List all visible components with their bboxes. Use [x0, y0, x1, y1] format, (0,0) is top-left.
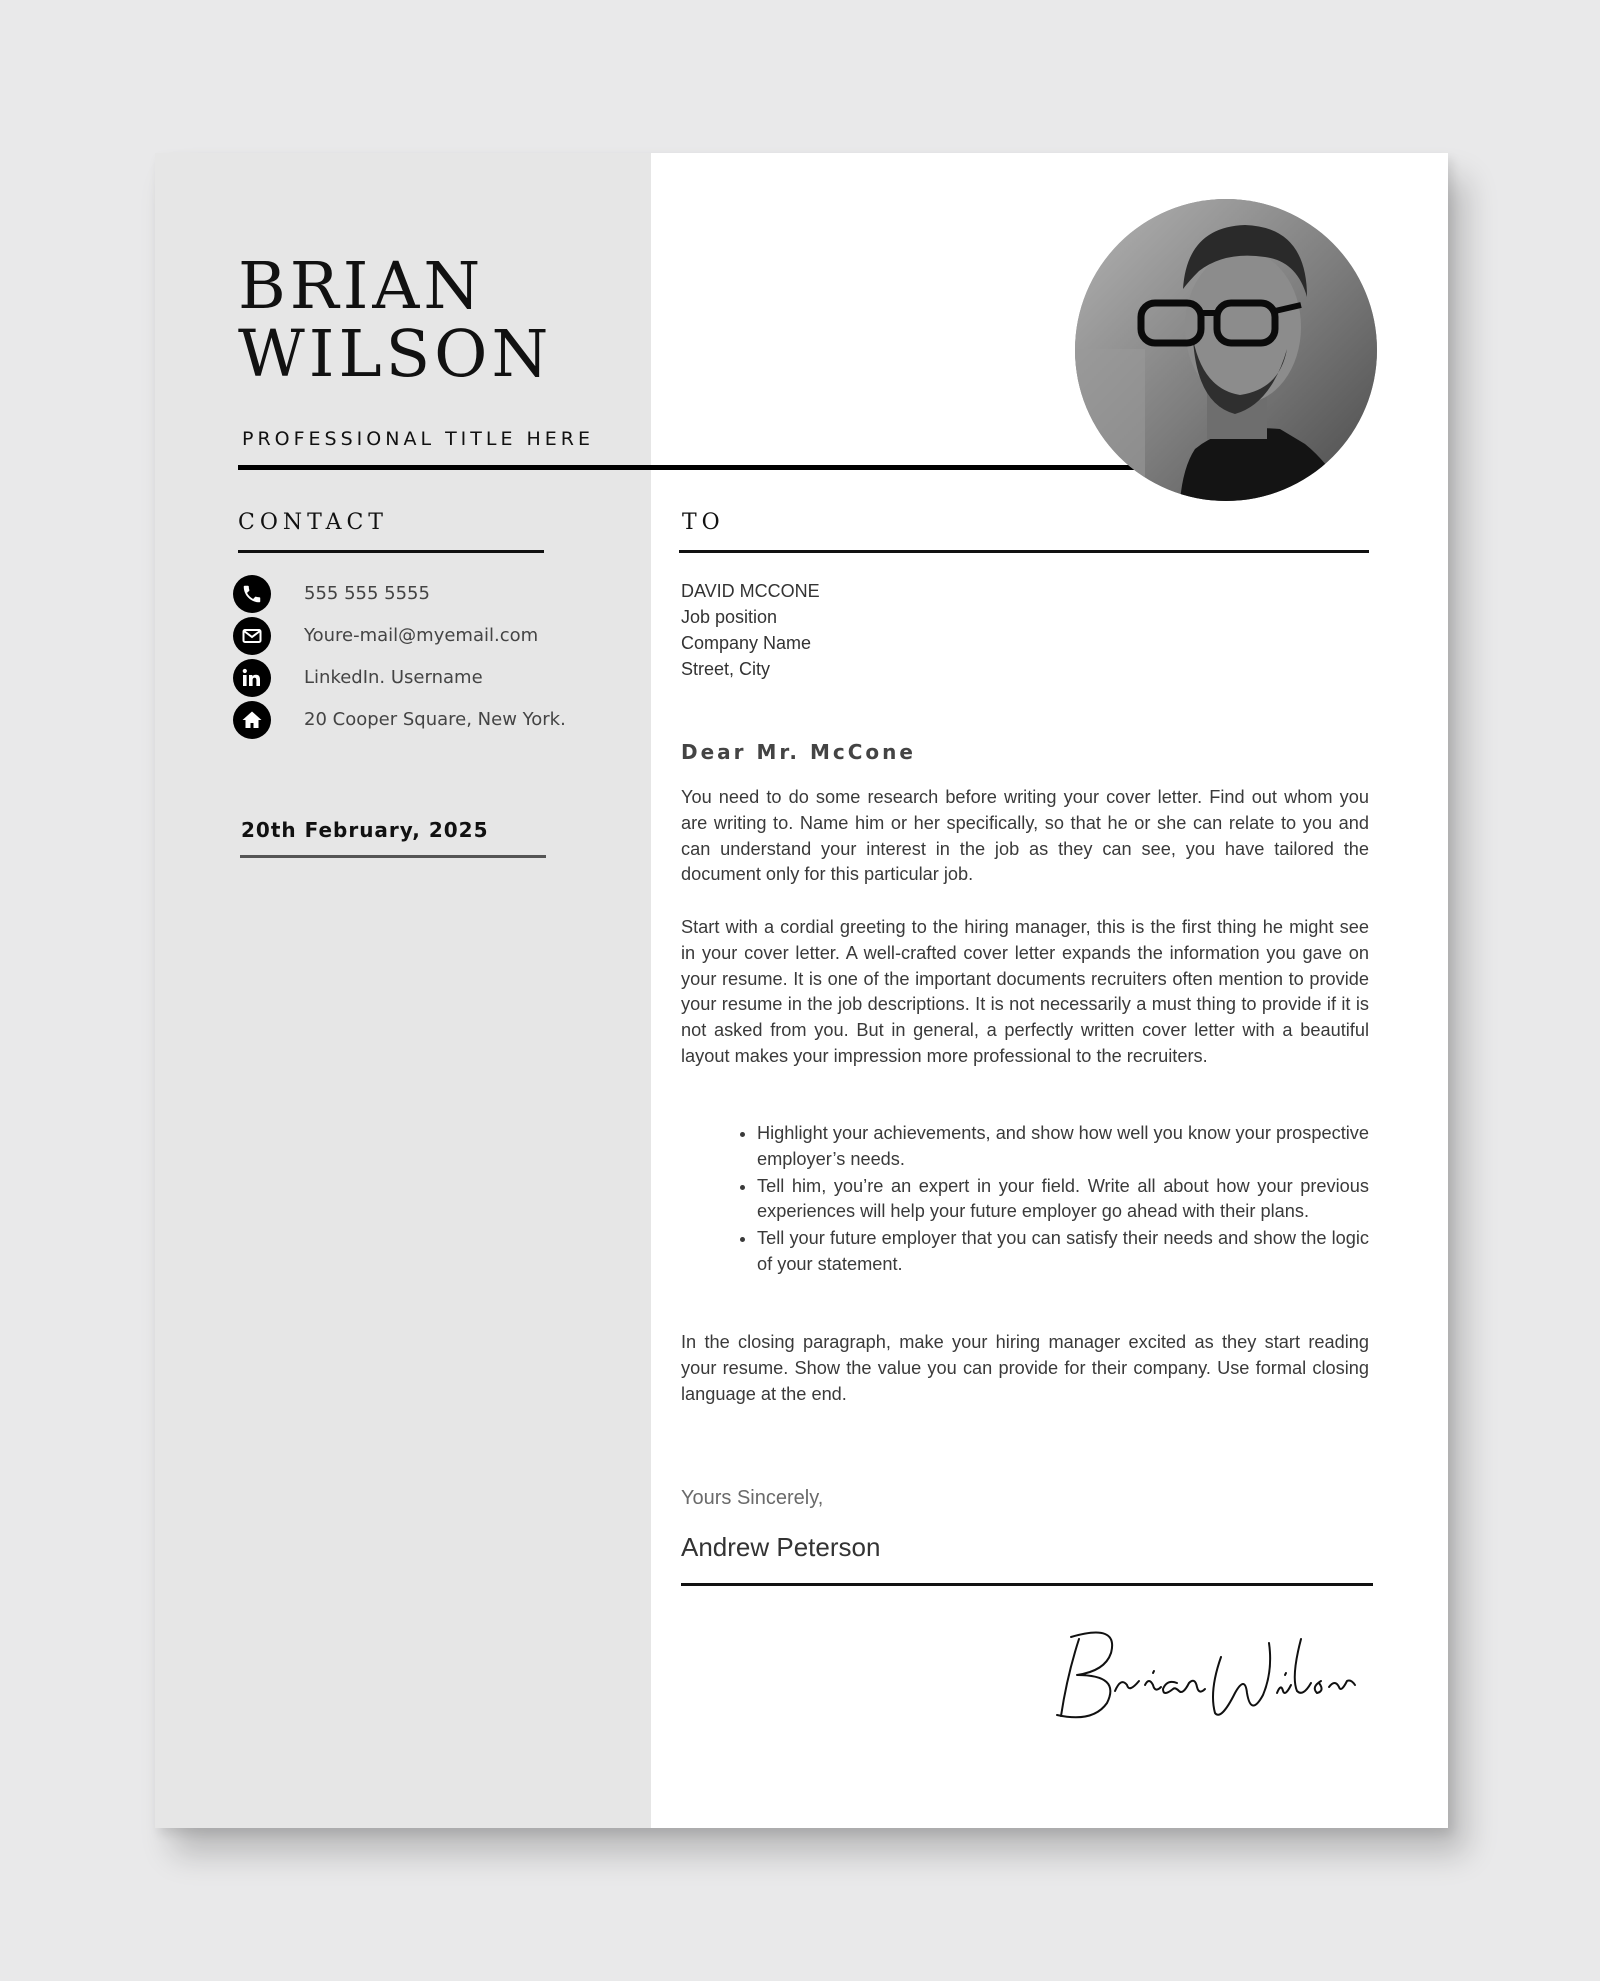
recipient-name: DAVID MCCONE — [681, 581, 820, 601]
closing-paragraph-text: In the closing paragraph, make your hiring manager excited as they start reading your resume. Show the value you can provide for their company. Use formal closing language at the end. — [681, 1332, 1369, 1404]
greeting: Dear Mr. McCone — [681, 740, 916, 764]
closing-paragraph — [681, 1330, 1369, 1407]
applicant-name — [238, 249, 553, 392]
signer-rule — [681, 1583, 1373, 1586]
linkedin-icon — [233, 659, 271, 697]
closing-salutation: Yours Sincerely, — [681, 1487, 824, 1509]
contact-address-text: 20 Cooper Square, New York. — [304, 709, 566, 730]
handwritten-signature — [1049, 1621, 1359, 1731]
paragraph-1-text: You need to do some research before writing your cover letter. Find out whom you are writing to. Name him or her specifically, so that he or she can relate to you and can understand your interest in the job as they can see, you have tailored the document only for this particular job. — [681, 787, 1369, 885]
recipient-block — [681, 578, 820, 682]
name-first: BRIAN — [238, 249, 485, 324]
contact-email — [233, 617, 633, 657]
contact-heading: CONTACT — [238, 510, 388, 535]
contact-email-text: Youre-mail@myemail.com — [304, 625, 539, 646]
bullet-list — [681, 1121, 1369, 1279]
contact-linkedin-text: LinkedIn. Username — [304, 667, 483, 688]
email-icon — [233, 617, 271, 655]
bullet-item: • Tell him, you’re an expert in your field. Write all about how your previous experiences will help your future employer go ahead with their plans. — [757, 1174, 1369, 1226]
name-last: WILSON — [238, 317, 553, 392]
recipient-position: Job position — [681, 607, 778, 627]
recipient-address: Street, City — [681, 659, 771, 679]
to-rule — [679, 550, 1369, 553]
contact-linkedin — [233, 659, 633, 699]
recipient-company: Company Name — [681, 633, 812, 653]
to-heading: TO — [682, 510, 725, 535]
phone-icon — [233, 575, 271, 613]
cover-letter-page — [155, 153, 1448, 1828]
signer-name: Andrew Peterson — [681, 1532, 881, 1562]
bullet-item: • Highlight your achievements, and show how well you know your prospective employer’s needs. — [757, 1121, 1369, 1173]
profile-photo — [1075, 199, 1377, 501]
contact-phone-text: 555 555 5555 — [304, 583, 430, 604]
header-rule — [238, 465, 1138, 470]
professional-title: PROFESSIONAL TITLE HERE — [242, 428, 595, 450]
contact-phone — [233, 575, 633, 615]
home-icon — [233, 701, 271, 739]
sidebar — [155, 153, 651, 1828]
bullet-item: • Tell your future employer that you can satisfy their needs and show the logic of your statement. — [757, 1226, 1369, 1278]
body-paragraph-1 — [681, 785, 1369, 888]
contact-address — [233, 701, 633, 741]
body-paragraph-2 — [681, 915, 1369, 1070]
date-rule — [240, 855, 546, 858]
paragraph-2-text: Start with a cordial greeting to the hiring manager, this is the first thing he might see in your cover letter. A well-crafted cover letter expands the information you gave on your resume. It is one of the important documents recruiters often mention to provide your resume in the job descriptions. It is not necessarily a must thing to provide if it is not asked from you. But in general, a perfectly written cover letter with a beautiful layout makes your impression more professional to the recruiters. — [681, 917, 1369, 1066]
contact-rule — [238, 550, 544, 553]
letter-date: 20th February, 2025 — [241, 818, 489, 842]
